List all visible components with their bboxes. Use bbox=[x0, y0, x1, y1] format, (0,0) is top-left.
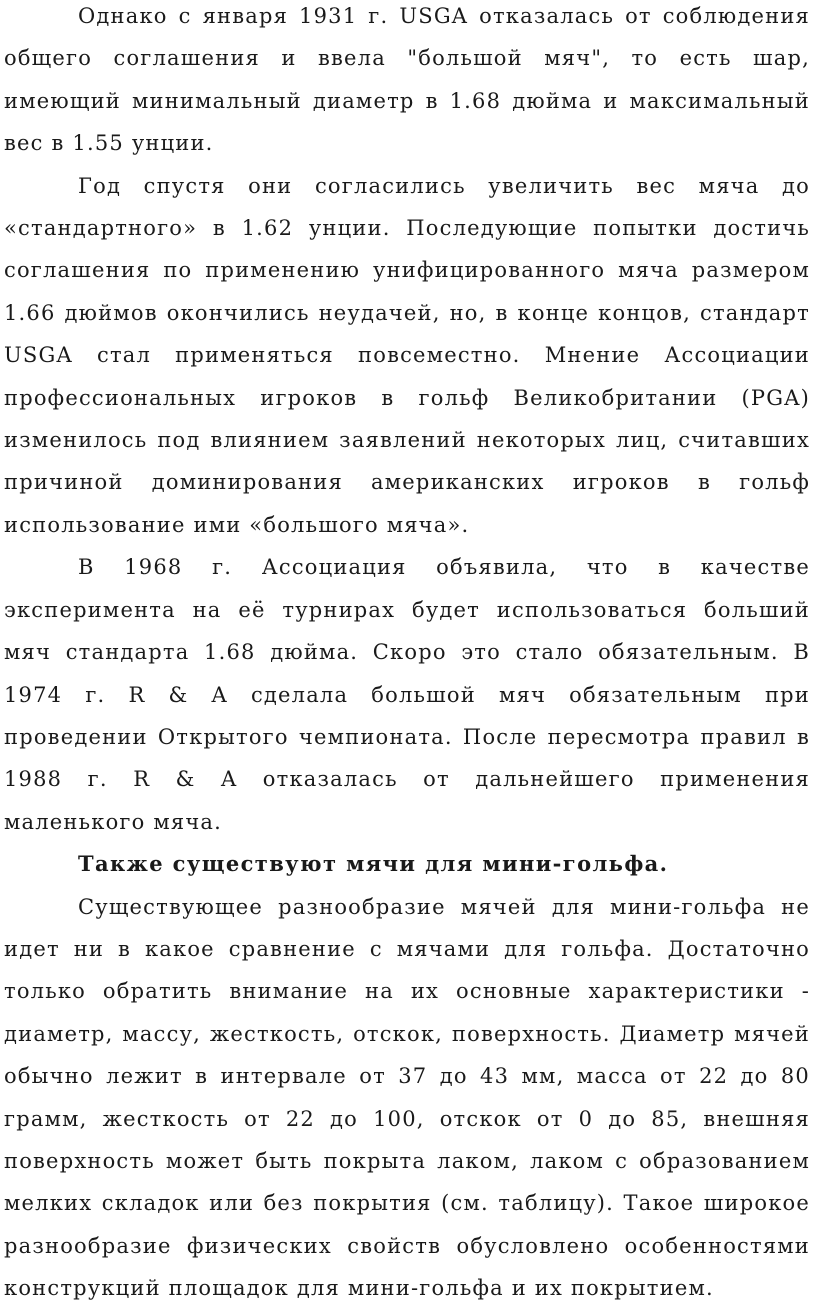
paragraph-standard-weight: Год спустя они согласились увеличить вес мяча до «стандартного» в 1.62 унции. Последующие попытки достичь соглашения по применению унифицированного мяча размером 1.66 дюймов окончились неудачей, но, в конце концов, стандарт USGA стал применяться повсеместно. Мнение Ассоциации профессиональных игроков в гольф Великобритании (PGA) изменилось под влиянием заявлений некоторых лиц, считавших причиной доминирования американских игроков в гольф использование ими «большого мяча». bbox=[4, 173, 810, 537]
section-heading-mini-golf: Также существуют мячи для мини-гольфа. bbox=[78, 851, 669, 877]
paragraph-1968-experiment: В 1968 г. Ассоциация объявила, что в качестве эксперимента на её турнирах будет использоваться больший мяч стандарта 1.68 дюйма. Скоро это стало обязательным. В 1974 г. R & A сделала большой мяч обязательным при проведении Открытого чемпионата. После пересмотра правил в 1988 г. R & A отказалась от дальнейшего применения маленького мяча. bbox=[4, 555, 810, 834]
paragraph-mini-golf-balls: Существующее разнообразие мячей для мини-гольфа не идет ни в какое сравнение с мячами для гольфа. Достаточно только обратить внимание на их основные характеристики - диаметр, массу, жесткость, отскок, поверхность. Диаметр мячей обычно лежит в интервале от 37 до 43 мм, масса от 22 до 80 грамм, жесткость от 22 до 100, отскок от 0 до 85, внешняя поверхность может быть покрыта лаком, лаком с образованием мелких складок или без покрытия (см. таблицу). Такое широкое разнообразие физических свойств обусловлено особенностями конструкций площадок для мини-гольфа и их покрытием. bbox=[4, 894, 810, 1301]
paragraph-usga-1931: Однако с января 1931 г. USGA отказалась от соблюдения общего соглашения и ввела "большой мяч", то есть шар, имеющий минимальный диаметр в 1.68 дюйма и максимальный вес в 1.55 унции. bbox=[4, 4, 810, 156]
